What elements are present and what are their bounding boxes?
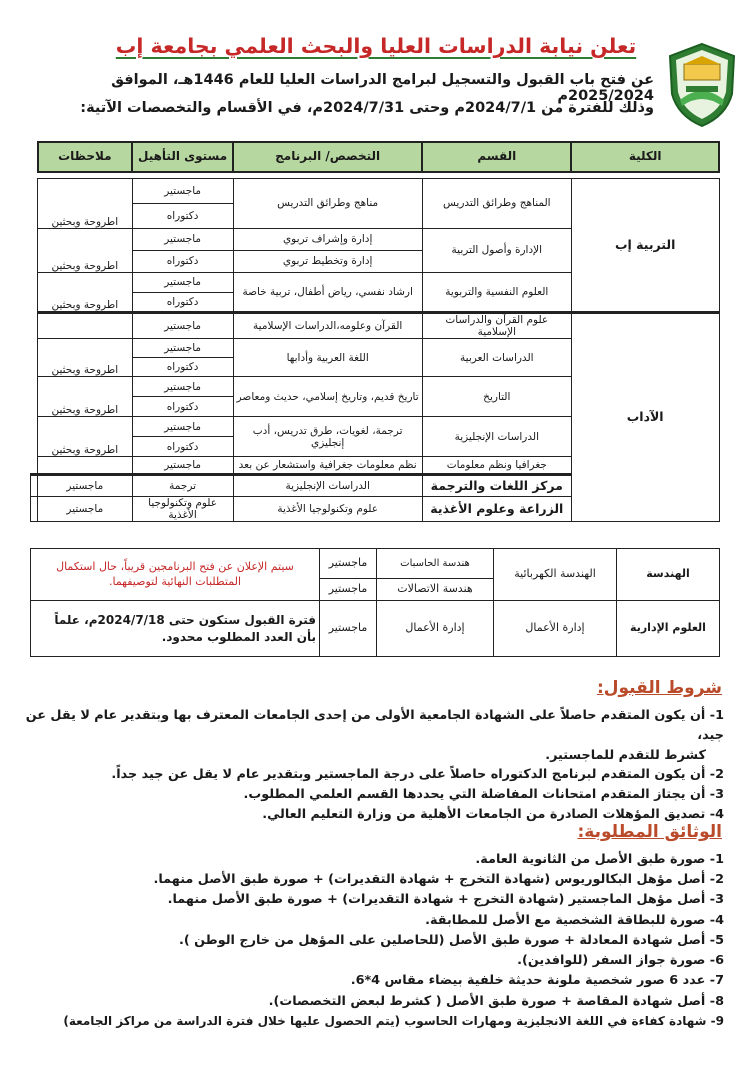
condition-item: 3- أن يجتاز المتقدم امتحانات المفاضلة التي يحددها القسم العلمي المطلوب. bbox=[243, 787, 724, 803]
prog-food-science: علوم وتكنولوجيا الأغذية bbox=[132, 497, 233, 522]
table-header-row bbox=[31, 142, 720, 172]
table-row bbox=[31, 601, 720, 657]
intro-line-1: عن فتح باب القبول والتسجيل لبرامج الدراسات العليا للعام 1446هـ، الموافق 2025/2024م bbox=[111, 72, 654, 104]
dept-history: التاريخ bbox=[422, 377, 571, 417]
document-item: 7- عدد 6 صور شخصية ملونة حديثة خلفية بيضاء مقاس 4*6. bbox=[350, 973, 724, 989]
faculty-lang-center: مركز اللغات والترجمة bbox=[422, 475, 571, 497]
university-logo-icon bbox=[666, 42, 738, 128]
document-item: 1- صورة طبق الأصل من الثانوية العامة. bbox=[475, 852, 724, 867]
faculty-admin-sciences: العلوم الإدارية bbox=[617, 601, 720, 657]
conditions-heading: شروط القبول: bbox=[596, 678, 722, 698]
faculty-arts: الآداب bbox=[571, 313, 719, 522]
level-doctor: دكتوراه bbox=[132, 397, 233, 417]
level-master: ماجستير bbox=[132, 313, 233, 339]
engineering-note: سيتم الإعلان عن فتح البرنامجين قريباً، حال استكمال المتطلبات النهائية لتوصيفهما. bbox=[31, 549, 320, 601]
faculty-education: التربية إب bbox=[571, 179, 719, 313]
document-item: 5- أصل شهادة المعادلة + صورة طبق الأصل (للحاصلين على المؤهل من خارج الوطن ). bbox=[179, 932, 724, 948]
level-master: ماجستير bbox=[132, 457, 233, 475]
level-master: ماجستير bbox=[320, 579, 377, 601]
conditions-list bbox=[14, 706, 724, 825]
note-thesis: اطروحة وبحثين bbox=[38, 339, 133, 377]
dept-electrical: الهندسة الكهربائية bbox=[494, 549, 617, 601]
level-master: ماجستير bbox=[132, 377, 233, 397]
intro-line-2: وذلك للفترة من 2024/7/1م وحتى 2024/7/31م، في الأقسام والتخصصات الآتية: bbox=[80, 100, 654, 116]
prog-business: إدارة الأعمال bbox=[377, 601, 494, 657]
level-master: ماجستير bbox=[132, 417, 233, 437]
level-doctor: دكتوراه bbox=[132, 204, 233, 229]
level-master: ماجستير bbox=[132, 179, 233, 204]
level-doctor: دكتوراه bbox=[132, 437, 233, 457]
prog-history: تاريخ قديم، وتاريخ إسلامي، حديث ومعاصر bbox=[233, 377, 422, 417]
header-department: القسم bbox=[422, 142, 571, 172]
table-row bbox=[31, 313, 720, 339]
prog-computer-eng: هندسة الحاسبات bbox=[377, 549, 494, 579]
note-thesis: اطروحة وبحثين bbox=[38, 377, 133, 417]
dept-quran: علوم القرآن والدراسات الإسلامية bbox=[422, 313, 571, 339]
header-level: مستوى التأهيل bbox=[132, 142, 233, 172]
prog-supervision: إدارة وإشراف تربوي bbox=[233, 229, 422, 251]
level-master: ماجستير bbox=[38, 497, 133, 522]
document-item: 6- صورة جواز السفر (للوافدين). bbox=[517, 953, 724, 969]
header-notes: ملاحظات bbox=[38, 142, 133, 172]
document-item: 3- أصل مؤهل الماجستير (شهادة التخرج + شهادة التقديرات) + صورة طبق الأصل منهما. bbox=[167, 892, 724, 908]
document-item: 4- صورة للبطاقة الشخصية مع الأصل للمطابقة. bbox=[425, 912, 724, 928]
condition-item: 2- أن يكون المتقدم لبرنامج الدكتوراه حاصلاً على درجة الماجستير وبتقدير عام لا يقل عن جيد جداً. bbox=[111, 767, 724, 783]
prog-quran: القرآن وعلومه،الدراسات الإسلامية bbox=[233, 313, 422, 339]
level-doctor: دكتوراه bbox=[132, 293, 233, 313]
note-thesis: اطروحة وبحثين bbox=[38, 417, 133, 457]
dept-arabic: الدراسات العربية bbox=[422, 339, 571, 377]
dept-administration: الإدارة وأصول التربية bbox=[422, 229, 571, 273]
prog-geography: نظم معلومات جغرافية واستشعار عن بعد bbox=[233, 457, 422, 475]
prog-planning: إدارة وتخطيط تربوي bbox=[233, 251, 422, 273]
prog-telecom-eng: هندسة الاتصالات bbox=[377, 579, 494, 601]
documents-heading: الوثائق المطلوبة: bbox=[577, 822, 722, 842]
faculty-agriculture: الزراعة وعلوم الأغذية bbox=[422, 497, 571, 522]
condition-item: 1- أن يكون المتقدم حاصلاً على الشهادة الجامعية الأولى من إحدى الجامعات المعترف بها وبتقدير عام لا يقل عن جيد، bbox=[25, 708, 724, 743]
condition-item: 4- تصديق المؤهلات الصادرة من الجامعات الأهلية من وزارة التعليم العالي. bbox=[262, 807, 724, 823]
page-title: تعلن نيابة الدراسات العليا والبحث العلمي بجامعة إب bbox=[115, 34, 637, 58]
prog-curricula: مناهج وطرائق التدريس bbox=[233, 179, 422, 229]
level-master: ماجستير bbox=[320, 549, 377, 579]
dept-food-science: علوم وتكنولوجيا الأغذية bbox=[233, 497, 422, 522]
table-row bbox=[31, 549, 720, 579]
additional-programs-table bbox=[30, 548, 720, 657]
dept-english: الدراسات الإنجليزية bbox=[422, 417, 571, 457]
level-doctor: دكتوراه bbox=[132, 251, 233, 273]
dept-curricula: المناهج وطرائق التدريس bbox=[422, 179, 571, 229]
prog-psychology: ارشاد نفسي، رياض أطفال، تربية خاصة bbox=[233, 273, 422, 313]
note-thesis: اطروحة وبحثين bbox=[38, 229, 133, 273]
prog-translation: ترجمة bbox=[132, 475, 233, 497]
header-faculty: الكلية bbox=[571, 142, 719, 172]
document-item: 8- أصل شهادة المقاصة + صورة طبق الأصل ( كشرط لبعض التخصصات). bbox=[268, 993, 724, 1009]
header-program: التخصص/ البرنامج bbox=[233, 142, 422, 172]
faculty-engineering: الهندسة bbox=[617, 549, 720, 601]
dept-geography: جغرافيا ونظم معلومات bbox=[422, 457, 571, 475]
level-master: ماجستير bbox=[132, 339, 233, 358]
document-item: 2- أصل مؤهل البكالوريوس (شهادة التخرج + شهادة التقديرات) + صورة طبق الأصل منهما. bbox=[153, 872, 724, 888]
dept-psychology: العلوم النفسية والتربوية bbox=[422, 273, 571, 313]
dept-business: إدارة الأعمال bbox=[494, 601, 617, 657]
programs-table bbox=[30, 141, 720, 522]
dept-lang-english: الدراسات الإنجليزية bbox=[233, 475, 422, 497]
level-master: ماجستير bbox=[132, 273, 233, 293]
admin-note: فترة القبول ستكون حتى 2024/7/18م، علماً بأن العدد المطلوب محدود. bbox=[31, 601, 320, 657]
prog-english: ترجمة، لغويات، طرق تدريس، أدب إنجليزي bbox=[233, 417, 422, 457]
level-master: ماجستير bbox=[320, 601, 377, 657]
condition-item: كشرط للتقدم للماجستير. bbox=[545, 747, 706, 763]
note-thesis: اطروحة وبحثين bbox=[38, 179, 133, 229]
note-thesis: اطروحة وبحثين bbox=[38, 273, 133, 313]
prog-arabic: اللغة العربية وأدابها bbox=[233, 339, 422, 377]
documents-list bbox=[14, 850, 724, 1031]
level-master: ماجستير bbox=[132, 229, 233, 251]
table-row bbox=[31, 179, 720, 204]
document-item: 9- شهادة كفاءة في اللغة الانجليزية ومهارات الحاسوب (يتم الحصول عليها خلال فترة الدراسة من مراكز الجامعة) bbox=[63, 1013, 724, 1028]
level-master: ماجستير bbox=[38, 475, 133, 497]
level-doctor: دكتوراه bbox=[132, 358, 233, 377]
